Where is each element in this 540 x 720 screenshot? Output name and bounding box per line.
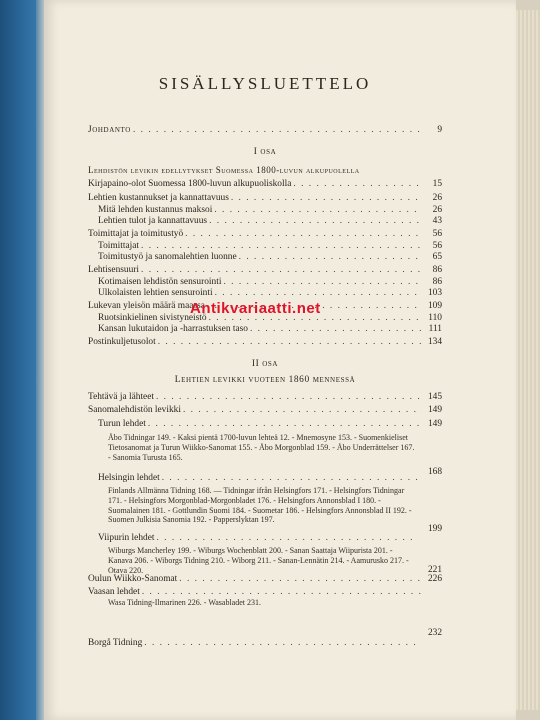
toc-entry [98,287,442,300]
toc-entry [88,336,442,349]
toc-entry-page: 15 [432,179,442,189]
toc-entry-label: Postinkuljetusolot [88,337,156,347]
toc-entry-label: Lehtisensuuri [88,265,140,275]
toc-entry [98,251,442,264]
toc-entry-page: 134 [427,337,442,347]
toc-entry-page: 232 [427,628,442,638]
toc-entry-page: 26 [432,193,442,203]
leader-dots [179,573,422,586]
toc-entry-label: Helsingin lehdet [98,473,160,483]
leader-dots [209,215,422,228]
toc-entry-label: Lukevan yleisön määrä maassa [88,301,205,311]
toc-entry [98,532,442,545]
toc-entry-page: 111 [428,324,442,334]
toc-entry-label: Kansan lukutaidon ja -harrastuksen taso [98,324,248,334]
toc-entry-page: 199 [427,524,442,534]
toc-entry-description: Finlands Allmänna Tidning 168. — Tidningar ifrån Helsingfors 171. - Helsingfors Tidningar 171. - Helsingfors Morgonblad-Morgonbladet 176. - Helsingfors Annonsblad I 180. - Suomalainen 181. - Gottlundin Suomi 184. - Suometar 186. - Helsingfors Annonsblad II 192. - Suomen Julkisia Sanomia 192. - Papperslyktan 197. [108,486,412,525]
toc-entry-label: Lehtien tulot ja kannattavuus [98,216,208,226]
part2-heading: II osa [251,359,279,369]
leader-dots [158,336,422,349]
toc-entry-label: Kirjapaino-olot Suomessa 1800-luvun alkupuoliskolla [88,179,292,189]
toc-entry-label: Ulkolaisten lehtien sensurointi [98,288,213,298]
toc-entry-label: Ruotsinkielinen sivistyneistö [98,313,207,323]
toc-entry [98,472,442,485]
leader-dots [133,124,422,137]
toc-entry-label: Lehtien kustannukset ja kannattavuus [88,193,229,203]
toc-entry-page: 168 [427,467,442,477]
toc-entry-page: 149 [427,405,442,415]
toc-entry-page: 226 [427,574,442,584]
toc-entry-intro [88,124,442,137]
toc-entry-page: 221 [427,565,442,575]
toc-entry [98,418,442,431]
toc-entry-description: Wiburgs Mancherley 199. - Wiburgs Wochenblatt 200. - Sanan Saattaja Wiipurista 201. - Kanava 206. - Wiborgs Tidning 210. - Wiborg 211. - Sanan-Lennätin 214. - Aamurusko 217. - Otava 220. [108,546,409,575]
toc-entry [98,323,442,336]
toc-entry-page: 43 [432,216,442,226]
toc-entry [88,391,442,404]
toc-entry-page: 145 [427,392,442,402]
leader-dots [156,391,422,404]
toc-entry [88,573,442,586]
page-stack-edge [516,10,540,710]
toc-entry-page: 109 [427,301,442,311]
watermark-text: Antikvariaatti.net [190,300,321,317]
leader-dots [239,251,422,264]
toc-entry-label: Toimitustyö ja sanomalehtien luonne [98,252,237,262]
toc-entry [88,637,442,650]
leader-dots [148,418,422,431]
toc-entry-page: 56 [432,229,442,239]
toc-entry-label: Viipurin lehdet [98,533,155,543]
toc-entry-label: Sanomalehdistön levikki [88,405,181,415]
toc-entry-label: Turun lehdet [98,419,146,429]
toc-entry-label: Toimittajat ja toimitustyö [88,229,184,239]
toc-entry [88,178,442,191]
toc-entry-page: 65 [432,252,442,262]
leader-dots [183,404,422,417]
toc-entry-page: 86 [432,277,442,287]
leader-dots [293,178,422,191]
leader-dots [215,287,422,300]
toc-entry-label: Oulun Wiikko-Sanomat [88,574,178,584]
toc-entry [98,215,442,228]
toc-entry-page: 103 [427,288,442,298]
leader-dots [250,323,422,336]
toc-entry-label: Kotimaisen lehdistön sensurointi [98,277,222,287]
toc-entry-page: 9 [437,125,442,135]
toc-entry-label: Mitä lehden kustannus maksoi [98,205,213,215]
toc-entry-page: 26 [432,205,442,215]
toc-entry-label: Vaasan lehdet [88,587,140,597]
part1-subtitle: Lehdistön levikin edellytykset Suomessa 1800-luvun alkupuolella [88,165,360,175]
leader-dots [162,472,418,485]
toc-entry-description: Wasa Tidning-Ilmarinen 226. - Wasabladet 231. [108,598,261,607]
toc-entry-label: Borgå Tidning [88,638,143,648]
toc-entry-page: 149 [427,419,442,429]
toc-entry-label: Tehtävä ja lähteet [88,392,154,402]
toc-entry-description: Åbo Tidningar 149. - Kaksi pientä 1700-luvun lehteä 12. - Mnemosyne 153. - Suomenkieliset Tietosanomat ja Turun Wiikko-Sanomat 155. - Åbo Morgonblad 159. - Åbo Underrättelser 167. - Sanomia Turusta 165. [108,433,415,462]
toc-entry [88,404,442,417]
leader-dots [144,637,418,650]
page-title: SISÄLLYSLUETTELO [158,74,372,93]
toc-entry-page: 86 [432,265,442,275]
toc-entry-label: Toimittajat [98,241,140,251]
part1-heading: I osa [253,147,277,157]
toc-entry-label: Johdanto [88,125,131,135]
leader-dots [156,532,418,545]
toc-entry-page: 110 [428,313,442,323]
part2-subtitle: Lehtien levikki vuoteen 1860 mennessä [174,375,356,385]
toc-entry-page: 56 [432,241,442,251]
